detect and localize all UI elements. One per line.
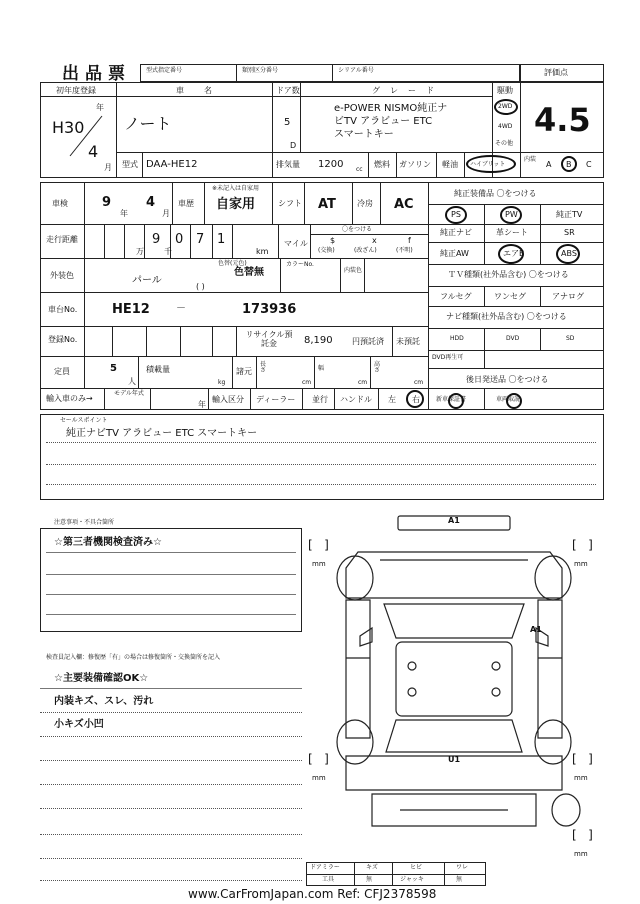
mm-bracket-spare: [ ] xyxy=(572,828,593,842)
later-manual-circle xyxy=(506,393,522,409)
mileage-digit-3: 9 xyxy=(152,232,161,247)
ruibetsu-label: 類別区分番号 xyxy=(242,67,279,74)
displacement-value: 1200 xyxy=(318,159,344,170)
repaint-value: 色替無 xyxy=(234,267,264,278)
drive-2wd-circle xyxy=(494,99,518,115)
carname-label: 車名 xyxy=(176,86,232,95)
handle-right-circle xyxy=(406,390,424,408)
grade-line-1: e-POWER NISMO純正ナ xyxy=(334,103,448,114)
mileage-digit-4: 0 xyxy=(175,232,184,247)
mm-bracket-bl: [ ] xyxy=(308,752,329,766)
equip-pw-circle xyxy=(500,206,522,224)
capacity-value: 5 xyxy=(110,363,117,374)
mileage-digit-5: 7 xyxy=(196,232,205,247)
serial-label: シリアル番号 xyxy=(338,67,374,74)
reg-month: 4 xyxy=(88,142,99,161)
reg-slash xyxy=(66,114,106,161)
mileage-digit-6: 1 xyxy=(217,232,226,247)
diagram-u1: U1 xyxy=(448,755,461,764)
equip-ps-circle xyxy=(445,206,467,224)
note-line-1: ☆主要装備確認OK☆ xyxy=(54,673,149,684)
frame-model: HE12 xyxy=(112,302,150,317)
grade-label: グレード xyxy=(372,86,444,95)
shift-value: AT xyxy=(318,197,336,212)
reibo-value: AC xyxy=(394,197,414,212)
grade-line-3: スマートキー xyxy=(334,129,394,140)
sales-point-text: 純正ナビTV アラビュー ETC スマートキー xyxy=(66,428,258,439)
grade-line-2: ビTV アラビュー ETC xyxy=(334,116,433,127)
shareki-value: 自家用 xyxy=(216,197,256,212)
inspector-label: 検査員記入欄：修復歴「有」の場合は修復箇所・交換箇所を記入 xyxy=(46,654,221,661)
note-line-2: 内装キズ、スレ、汚れ xyxy=(54,696,154,707)
frame-number: 173936 xyxy=(242,302,297,317)
header-code-box xyxy=(140,64,520,82)
kata-label: 型式指定番号 xyxy=(146,67,183,74)
car-name: ノート xyxy=(124,114,172,133)
interior-b-circle xyxy=(561,156,577,172)
color-value: パール xyxy=(132,275,162,286)
sales-point-box xyxy=(40,414,604,500)
equip-airbag-circle xyxy=(498,244,524,264)
diagram-a1-right: A1 xyxy=(530,625,542,634)
reg-label: 初年度登録 xyxy=(56,86,96,95)
page-title: 出品票 xyxy=(62,64,131,84)
watermark: www.CarFromJapan.com Ref: CFJ2378598 xyxy=(188,887,437,901)
katashiki-value: DAA-HE12 xyxy=(146,159,198,170)
door-value: 5 xyxy=(284,117,291,128)
equip-title: 純正装備品 〇をつける xyxy=(454,189,537,198)
recycle-value: 8,190 xyxy=(304,335,333,346)
diagram-a1-top: A1 xyxy=(448,516,460,525)
mm-bracket-tr: [ ] xyxy=(572,538,593,552)
fuel-hybrid-circle xyxy=(466,155,516,173)
mm-bracket-br: [ ] xyxy=(572,752,593,766)
shaken-year: 9 xyxy=(102,195,112,210)
caution-text: ☆第三者機関検査済み☆ xyxy=(54,537,162,548)
car-damage-diagram xyxy=(300,508,620,882)
reg-era: H30 xyxy=(52,118,85,137)
mm-bracket-tl: [ ] xyxy=(308,538,329,552)
shaken-month: 4 xyxy=(146,195,156,210)
hyoka-value: 4.5 xyxy=(534,101,591,139)
note-line-3: 小キズ小凹 xyxy=(54,719,104,730)
equip-abs-circle xyxy=(556,244,580,264)
later-warranty-circle xyxy=(448,393,464,409)
hyoka-label: 評価点 xyxy=(544,68,568,77)
